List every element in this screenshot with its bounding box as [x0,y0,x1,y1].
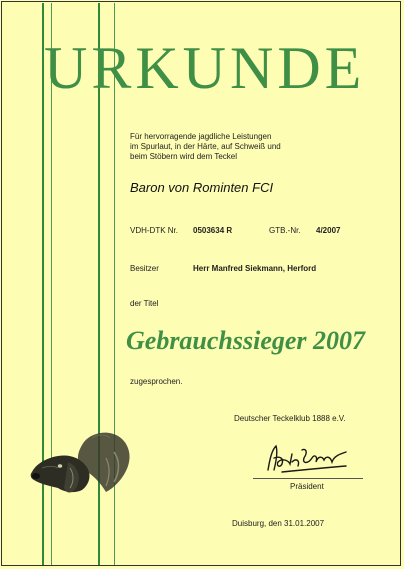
owner-label: Besitzer [130,264,159,273]
intro-line: im Spurlaut, in der Härte, auf Schweiß und [130,142,281,151]
vdh-value: 0503634 R [193,226,233,235]
intro-line: beim Stöbern wird dem Teckel [130,152,238,161]
dachshund-heads-illustration [22,422,138,498]
owner-value: Herr Manfred Siekmann, Herford [193,264,317,273]
awarded-text: zugesprochen. [130,377,183,386]
dog-name: Baron von Rominten FCI [130,180,274,195]
signature-line [253,478,363,479]
signatory-role: Präsident [290,482,324,491]
gtb-value: 4/2007 [316,226,341,235]
gtb-label: GTB.-Nr. [269,226,301,235]
signature [262,440,352,478]
title-intro-text: der Titel [130,299,159,308]
intro-text [130,132,310,162]
club-name: Deutscher Teckelklub 1888 e.V. [234,414,346,423]
intro-line: Für hervorragende jagdliche Leistungen [130,132,272,141]
award-title: Gebrauchssieger 2007 [126,326,366,355]
certificate-title: URKUNDE [44,35,366,101]
vdh-label: VDH-DTK Nr. [130,226,178,235]
place-date: Duisburg, den 31.01.2007 [232,519,325,528]
